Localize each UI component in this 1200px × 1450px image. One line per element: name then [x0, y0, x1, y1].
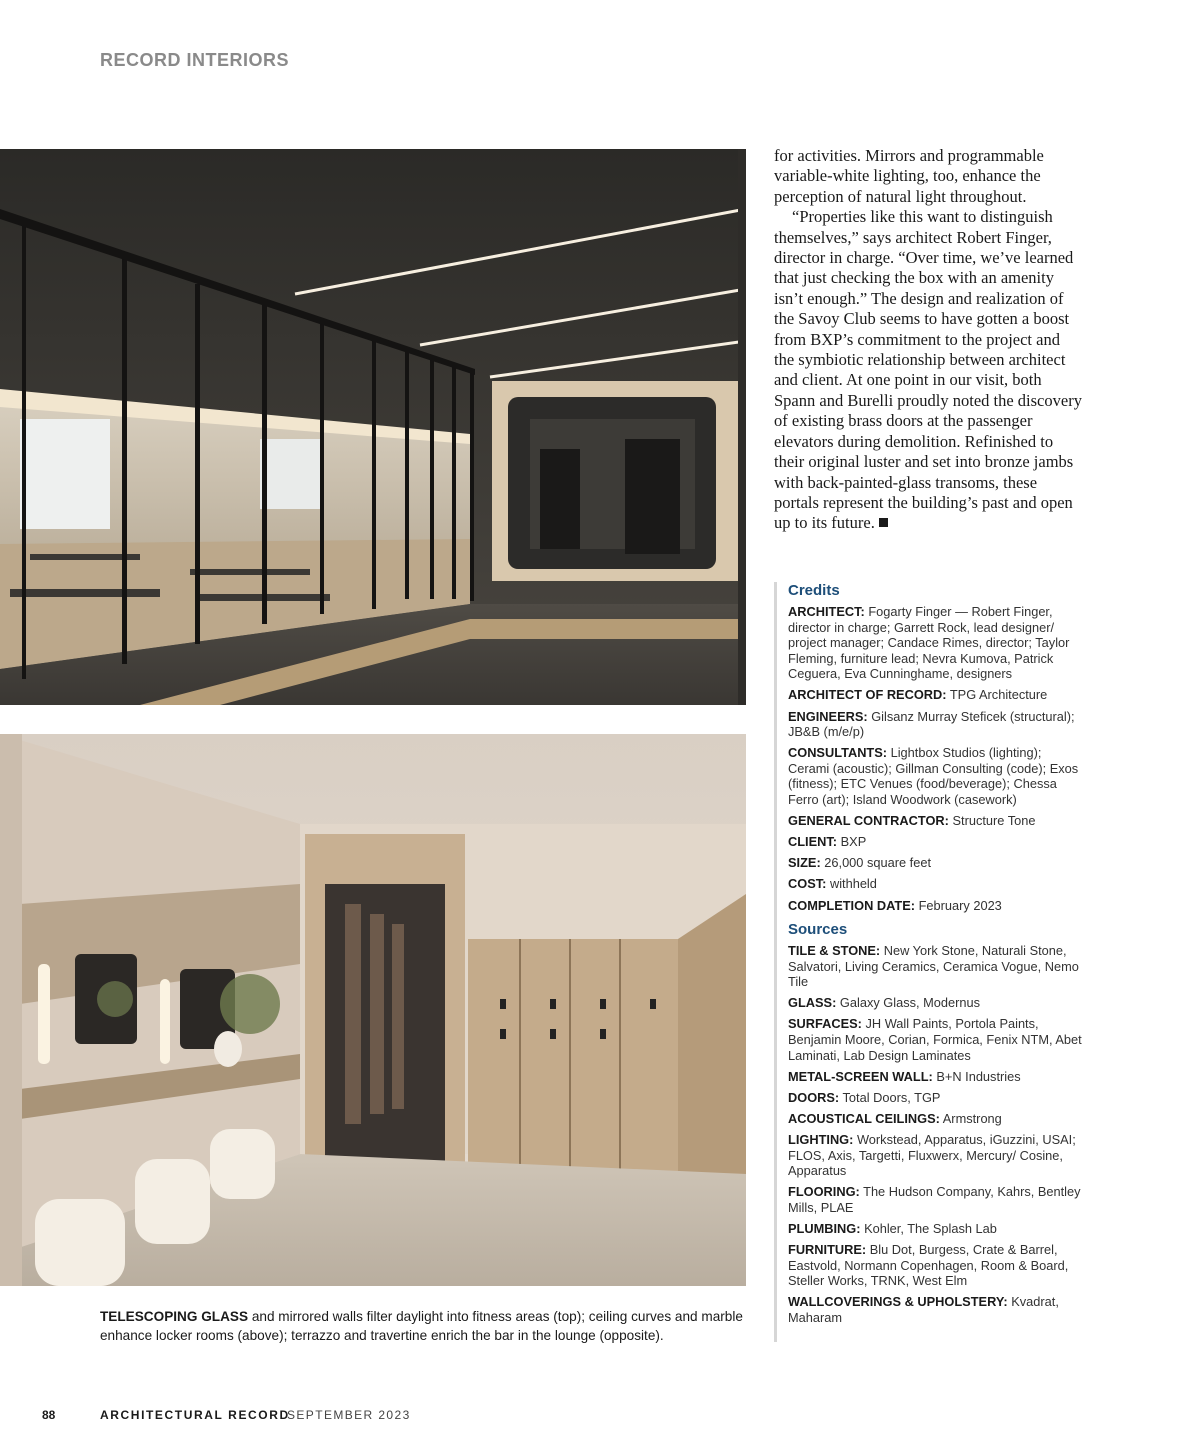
source-item-label: FLOORING:	[788, 1184, 860, 1200]
source-item-label: WALLCOVERINGS & UPHOLSTERY:	[788, 1294, 1008, 1310]
source-item	[788, 1184, 1084, 1215]
source-item	[788, 1221, 1084, 1237]
end-mark-icon	[879, 518, 888, 527]
source-item-label: ACOUSTICAL CEILINGS:	[788, 1110, 940, 1126]
source-item	[788, 1242, 1084, 1289]
body-paragraph	[774, 207, 1084, 534]
caption-text: and mirrored walls filter daylight into fitness areas (top); ceiling curves and marble enhance locker rooms (above); terrazzo and travertine enrich the bar in the lounge (opposite).	[100, 1309, 743, 1343]
source-item-value: Total Doors, TGP	[839, 1089, 941, 1105]
credit-item-label: ARCHITECT OF RECORD:	[788, 687, 947, 703]
source-item-value: Galaxy Glass, Modernus	[836, 995, 981, 1011]
credit-item	[788, 813, 1084, 829]
credit-item-label: CLIENT:	[788, 834, 838, 850]
source-item	[788, 1111, 1084, 1127]
credit-item-value: February 2023	[915, 897, 1002, 913]
credit-item	[788, 604, 1084, 682]
credit-item	[788, 898, 1084, 914]
source-item	[788, 1090, 1084, 1106]
credit-item-value: Gilsanz Murray Steficek (structural); JB&B (m/e/p)	[788, 708, 1075, 740]
credit-item	[788, 855, 1084, 871]
caption-lead: TELESCOPING GLASS	[100, 1309, 249, 1324]
page-number: 88	[42, 1408, 56, 1422]
credit-item	[788, 745, 1084, 807]
source-item-label: PLUMBING:	[788, 1221, 861, 1236]
credits-heading: Credits	[788, 582, 840, 599]
source-item-label: GLASS:	[788, 995, 837, 1011]
credit-item-label: COMPLETION DATE:	[788, 897, 916, 913]
sources-heading: Sources	[788, 921, 848, 939]
source-item-label: DOORS:	[788, 1089, 840, 1105]
source-item-value: Kvadrat, Maharam	[788, 1294, 1059, 1325]
issue-date: SEPTEMBER 2023	[287, 1408, 411, 1422]
source-item	[788, 1294, 1084, 1325]
credit-item-value: BXP	[837, 834, 867, 850]
source-item-value: Workstead, Apparatus, iGuzzini, USAI; FLOS, Axis, Targetti, Fluxwerx, Mercury/ Cosine, Apparatus	[788, 1132, 1076, 1179]
credit-item-label: ARCHITECT:	[788, 604, 865, 619]
credit-item	[788, 876, 1084, 892]
credit-item-value: Lightbox Studios (lighting); Cerami (acoustic); Gillman Consulting (code); Exos (fitness); ETC Venues (food/beverage); Chessa Ferro (art); Island Woodwork (casework)	[788, 745, 1079, 808]
source-item-label: SURFACES:	[788, 1016, 862, 1032]
credit-item-value: 26,000 square feet	[820, 855, 931, 871]
source-item-label: FURNITURE:	[788, 1242, 867, 1258]
photo-caption	[100, 1307, 750, 1345]
credit-item	[788, 687, 1084, 703]
credit-item-label: GENERAL CONTRACTOR:	[788, 813, 949, 829]
source-item-value: JH Wall Paints, Portola Paints, Benjamin Moore, Corian, Formica, Fenix NTM, Abet Laminati, Lab Design Laminates	[788, 1016, 1082, 1063]
source-item	[788, 943, 1084, 990]
article-body	[774, 146, 1084, 534]
credit-item-label: SIZE:	[788, 855, 821, 871]
credit-item	[788, 834, 1084, 850]
credits-sidebar	[774, 582, 1084, 1342]
credit-item-label: CONSULTANTS:	[788, 745, 888, 761]
source-item-label: LIGHTING:	[788, 1132, 854, 1148]
source-item-label: TILE & STONE:	[788, 943, 881, 959]
credit-item-label: COST:	[788, 876, 827, 892]
source-item	[788, 1132, 1084, 1179]
publication-name: ARCHITECTURAL RECORD	[100, 1408, 290, 1422]
body-paragraph: for activities. Mirrors and programmable variable-white lighting, too, enhance the perception of natural light throughout.	[774, 146, 1044, 206]
body-paragraph-text: “Properties like this want to distinguish themselves,” says architect Robert Finger, director in charge. “Over time, we’ve learned that just checking the box with an amenity isn’t enough.” The design and realization of the Savoy Club seems to have gotten a boost from BXP’s commitment to the project and the symbiotic relationship between architect and client. At one point in our visit, both Spann and Burelli proudly noted the discovery of existing brass doors at the passenger elevators during demolition. Refinished to their original luster and set into bronze jambs with back-painted-glass transoms, these portals represent the building’s past and open up to its future.	[774, 207, 1082, 533]
credits-list	[788, 604, 1084, 913]
fitness-studio-photo	[0, 149, 746, 705]
credit-item-value: TPG Architecture	[946, 687, 1048, 703]
source-item	[788, 1016, 1084, 1063]
credit-item-value: Fogarty Finger — Robert Finger, director in charge; Garrett Rock, lead designer/ project manager; Candace Rimes, director; Taylor Fleming, furniture lead; Nevra Kumova, Patrick Ceguera, Eva Cunninghame, designers	[788, 604, 1070, 682]
locker-room-photo	[0, 734, 746, 1286]
source-item-value: New York Stone, Naturali Stone, Salvatori, Living Ceramics, Ceramica Vogue, Nemo Tile	[788, 943, 1079, 990]
source-item-label: METAL-SCREEN WALL:	[788, 1068, 933, 1084]
source-item-value: B+N Industries	[932, 1068, 1021, 1084]
source-item-value: The Hudson Company, Kahrs, Bentley Mills, PLAE	[788, 1184, 1081, 1215]
credit-item	[788, 709, 1084, 740]
credit-item-value: withheld	[826, 876, 877, 892]
sources-list	[788, 943, 1084, 1325]
source-item	[788, 1069, 1084, 1085]
source-item-value: Kohler, The Splash Lab	[860, 1221, 997, 1236]
source-item	[788, 995, 1084, 1011]
credit-item-value: Structure Tone	[948, 813, 1036, 829]
page-footer	[0, 1408, 1200, 1424]
credit-item-label: ENGINEERS:	[788, 708, 868, 724]
section-header: RECORD INTERIORS	[100, 50, 290, 70]
source-item-value: Armstrong	[939, 1110, 1002, 1126]
source-item-value: Blu Dot, Burgess, Crate & Barrel, Eastvold, Normann Copenhagen, Room & Board, Steller Works, TRNK, West Elm	[788, 1242, 1069, 1289]
